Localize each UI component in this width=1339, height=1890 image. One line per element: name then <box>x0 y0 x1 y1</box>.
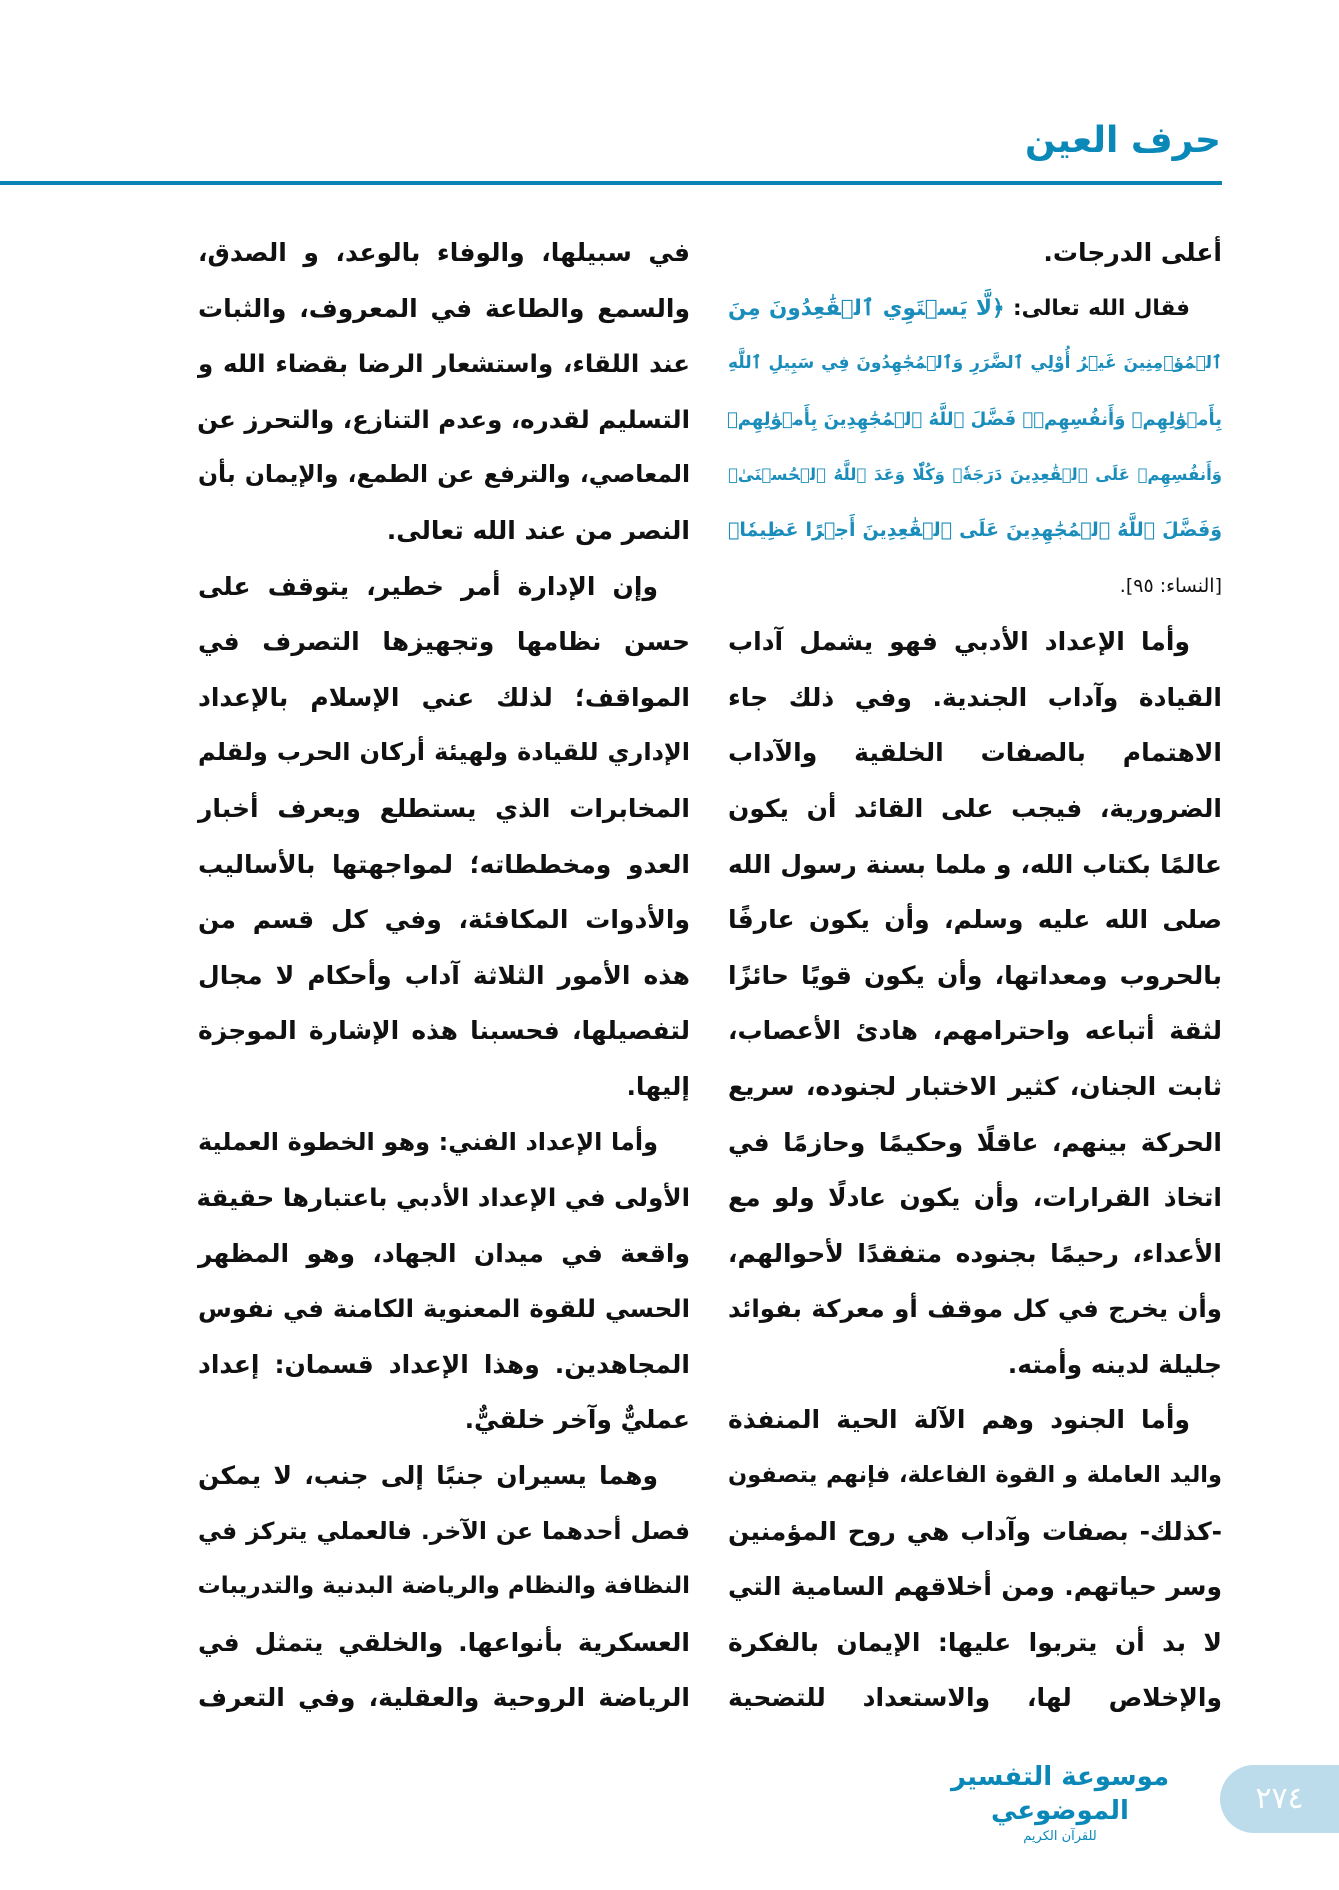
quran-verse-line <box>728 392 1222 448</box>
text-line: وأما الجنود وهم الآلة الحية المنفذة <box>728 1405 1190 1435</box>
text-line: اتخاذ القرارات، وأن يكون عادلًا ولو مع <box>728 1183 1222 1213</box>
logo-subtitle: للقرآن الكريم <box>1023 1829 1097 1844</box>
text-line: والإخلاص لها، والاستعداد للتضحية <box>728 1683 1222 1713</box>
text-line: الاهتمام بالصفات الخلقية والآداب <box>728 738 1222 768</box>
text-line: هذه الأمور الثلاثة آداب وأحكام لا مجال <box>198 960 690 990</box>
text-line: لثقة أتباعه واحترامهم، هادئ الأعصاب، <box>728 1016 1222 1046</box>
text-line: وأما الإعداد الأدبي فهو يشمل آداب <box>728 627 1190 657</box>
text-line: الضرورية، فيجب على القائد أن يكون <box>728 793 1222 823</box>
text-line: جليلة لدينه وأمته. <box>1007 1349 1222 1379</box>
text-line: وسر حياتهم. ومن أخلاقهم السامية التي <box>728 1572 1222 1602</box>
text-line: عند اللقاء، واستشعار الرضا بقضاء الله و <box>198 349 690 379</box>
chapter-title: حرف العين <box>1025 120 1221 161</box>
right-text-column <box>728 225 1222 1726</box>
text-line: الرياضة الروحية والعقلية، وفي التعرف <box>198 1683 690 1713</box>
text-line: وأما الإعداد الفني: وهو الخطوة العملية <box>198 1127 658 1156</box>
verse-citation: [النساء: ٩٥]. <box>1119 574 1222 597</box>
left-text-column <box>198 225 690 1726</box>
text-line: المخابرات الذي يستطلع ويعرف أخبار <box>198 793 690 823</box>
text-line: العدو ومخططاته؛ لمواجهتها بالأساليب <box>198 849 690 879</box>
header-divider <box>0 181 1222 185</box>
text-line: الإداري للقيادة ولهيئة أركان الحرب ولقلم <box>198 738 690 767</box>
text-line: عالمًا بكتاب الله، و ملما بسنة رسول الله <box>728 849 1222 879</box>
text-line: لتفصيلها، فحسبنا هذه الإشارة الموجزة <box>198 1016 690 1046</box>
text-line: الأعداء، رحيمًا بجنوده متفقدًا لأحوالهم، <box>728 1238 1222 1268</box>
text-line: فصل أحدهما عن الآخر. فالعملي يتركز في <box>198 1516 690 1545</box>
text-line: في سبيلها، والوفاء بالوعد، و الصدق، <box>198 238 690 267</box>
text-line: المجاهدين. وهذا الإعداد قسمان: إعداد <box>198 1349 690 1379</box>
logo-title: موسوعة التفسير الموضوعي <box>950 1762 1170 1826</box>
text-line: وأن يخرج في كل موقف أو معركة بفوائد <box>728 1294 1222 1324</box>
verse-intro: فقال الله تعالى: <box>1004 295 1190 321</box>
quran-verse-line <box>728 447 1222 503</box>
text-line: التسليم لقدره، وعدم التنازع، والتحرز عن <box>197 404 690 434</box>
text-line: العسكرية بأنواعها. والخلقي يتمثل في <box>198 1627 690 1657</box>
text-line: إليها. <box>626 1071 690 1101</box>
text-line: القيادة وآداب الجندية. وفي ذلك جاء <box>728 682 1222 712</box>
text-line: الحسي للقوة المعنوية الكامنة في نفوس <box>198 1294 690 1324</box>
text-line: الأولى في الإعداد الأدبي باعتبارها حقيقة <box>196 1183 690 1213</box>
page-number: ٢٧٤ <box>1220 1765 1339 1833</box>
quran-text: وَفَضَّلَ ٱللَّهُ ٱلۡمُجَٰهِدِينَ عَلَى ٱلۡقَٰعِدِينَ أَجۡرًا عَظِيمٗا﴾ <box>728 518 1222 541</box>
text-line: المواقف؛ لذلك عني الإسلام بالإعداد <box>198 682 690 712</box>
text-line: والسمع والطاعة في المعروف، والثبات <box>198 293 690 323</box>
text-line: النظافة والنظام والرياضة البدنية والتدريبات <box>197 1573 690 1600</box>
text-line: صلى الله عليه وسلم، وأن يكون عارفًا <box>728 905 1222 935</box>
text-line: الحركة بينهم، عاقلًا وحكيمًا وحازمًا في <box>728 1127 1222 1157</box>
quran-verse-line <box>728 336 1222 392</box>
encyclopedia-logo <box>935 1760 1185 1846</box>
text-line: واقعة في ميدان الجهاد، وهو المظهر <box>198 1238 690 1268</box>
quran-text: بِأَمۡوَٰلِهِمۡ وَأَنفُسِهِمۡۚ فَضَّلَ ٱللَّهُ ٱلۡمُجَٰهِدِينَ بِأَمۡوَٰلِهِمۡ <box>727 408 1222 430</box>
text-line: عمليٌّ وآخر خلقيٌّ. <box>464 1405 690 1435</box>
text-line: ثابت الجنان، كثير الاختبار لجنوده، سريع <box>728 1071 1222 1101</box>
text-line: لا بد أن يتربوا عليها: الإيمان بالفكرة <box>728 1627 1222 1657</box>
text-line: وهما يسيران جنبًا إلى جنب، لا يمكن <box>198 1461 658 1491</box>
quran-verse-line <box>728 503 1222 559</box>
text-line: بالحروب ومعداتها، وأن يكون قويًا حائزًا <box>728 960 1222 990</box>
text-line: النصر من عند الله تعالى. <box>386 515 690 545</box>
text-line: والأدوات المكافئة، وفي كل قسم من <box>198 905 690 935</box>
quran-text: ٱلۡمُؤۡمِنِينَ غَيۡرُ أُوْلِي ٱلضَّرَرِ وَٱلۡمُجَٰهِدُونَ فِي سَبِيلِ ٱللَّهِ <box>728 353 1222 374</box>
text-line: واليد العاملة و القوة الفاعلة، فإنهم يتصفون <box>728 1462 1222 1489</box>
quran-verse-line <box>728 281 1222 337</box>
text-line: أعلى الدرجات. <box>1043 238 1222 267</box>
text-line: حسن نظامها وتجهيزها التصرف في <box>198 627 690 657</box>
quran-text: وَأَنفُسِهِمۡ عَلَى ٱلۡقَٰعِدِينَ دَرَجَةٗۚ وَكُلّٗا وَعَدَ ٱللَّهُ ٱلۡحُسۡنَىٰۚ <box>728 465 1222 485</box>
text-line: المعاصي، والترفع عن الطمع، والإيمان بأن <box>198 460 690 489</box>
quran-text: ﴿لَّا يَسۡتَوِي ٱلۡقَٰعِدُونَ مِنَ <box>728 295 1005 321</box>
text-line: -كذلك- بصفات وآداب هي روح المؤمنين <box>728 1516 1222 1546</box>
text-line: وإن الإدارة أمر خطير، يتوقف على <box>198 571 658 601</box>
